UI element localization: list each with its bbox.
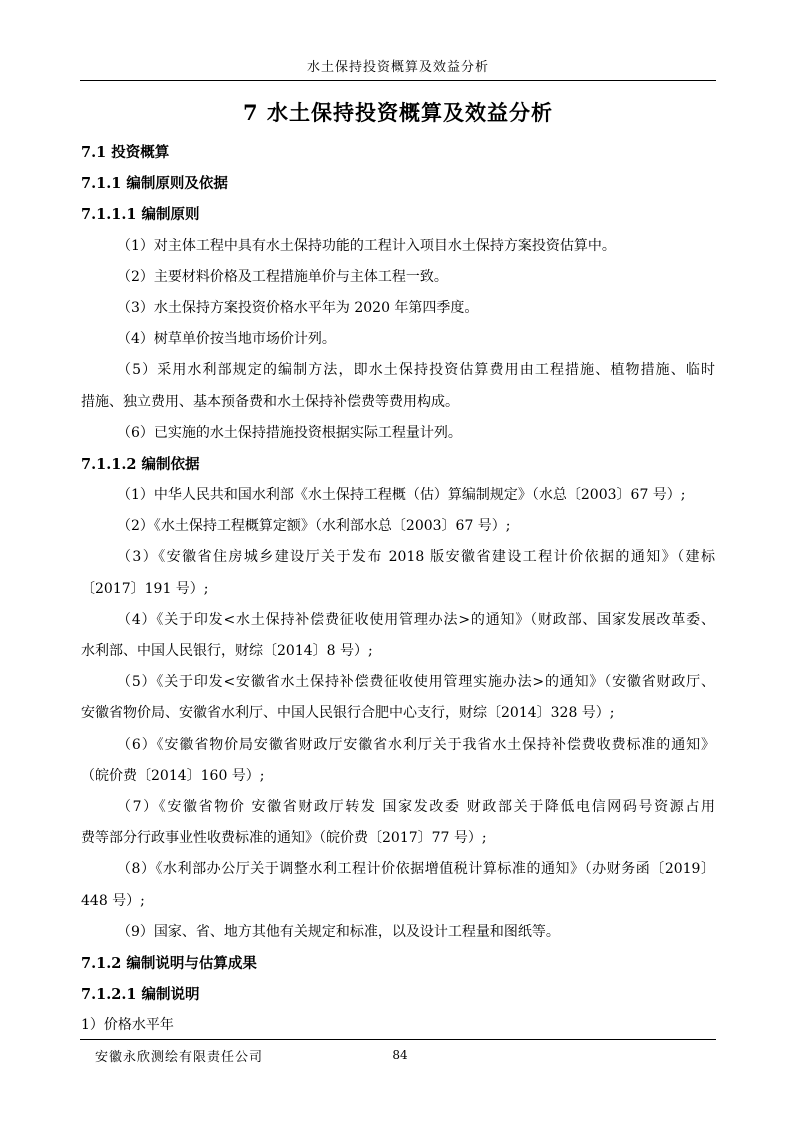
section-heading-7-1-1-1: 7.1.1.1 编制原则 <box>81 206 200 224</box>
principle-item-5-line-1: （5）采用水利部规定的编制方法，即水土保持投资估算费用由工程措施、植物措施、临时 <box>117 362 715 379</box>
section-heading-7-1: 7.1 投资概算 <box>81 144 170 161</box>
principle-item-2: （2）主要材料价格及工程措施单价与主体工程一致。 <box>117 268 448 285</box>
page-number: 84 <box>392 1048 408 1062</box>
basis-item-7-line-1: （7）《安徽省物价 安徽省财政厅转发 国家发改委 财政部关于降低电信网码号资源占用 <box>117 798 715 815</box>
section-heading-7-1-1-2: 7.1.1.2 编制依据 <box>81 455 200 473</box>
basis-item-4-line-2: 水利部、中国人民银行，财综〔2014〕8 号）; <box>81 643 373 659</box>
basis-item-4-line-1: （4）《关于印发<水土保持补偿费征收使用管理办法>的通知》（财政部、国家发展改革委、 <box>117 611 715 628</box>
document-body <box>81 137 715 1041</box>
principle-item-6: （6）已实施的水土保持措施投资根据实际工程量计列。 <box>117 424 462 441</box>
principle-item-5-line-2: 措施、独立费用、基本预备费和水土保持补偿费等费用构成。 <box>81 393 459 410</box>
principle-item-4: （4）树草单价按当地市场价计列。 <box>117 331 336 348</box>
header-rule <box>80 80 716 81</box>
basis-item-1: （1）中华人民共和国水利部《水土保持工程概（估）算编制规定》（水总〔2003〕67 号）; <box>117 487 686 504</box>
basis-item-9: （9）国家、省、地方其他有关规定和标准，以及设计工程量和图纸等。 <box>117 923 560 940</box>
section-heading-7-1-1: 7.1.1 编制原则及依据 <box>81 175 228 193</box>
basis-item-2: （2）《水土保持工程概算定额》（水利部水总〔2003〕67 号）; <box>117 518 511 535</box>
principle-item-3: （3）水土保持方案投资价格水平年为 2020 年第四季度。 <box>117 299 479 316</box>
basis-item-5-line-2: 安徽省物价局、安徽省水利厅、中国人民银行合肥中心支行，财综〔2014〕328 号）; <box>81 705 615 722</box>
basis-item-7-line-2: 费等部分行政事业性收费标准的通知》（皖价费〔2017〕77 号）; <box>81 830 487 847</box>
footer-rule <box>80 1039 716 1040</box>
chapter-title: 7 水土保持投资概算及效益分析 <box>243 100 553 125</box>
section-heading-7-1-2: 7.1.2 编制说明与估算成果 <box>81 954 257 972</box>
subsection-price-level: 1）价格水平年 <box>81 1017 174 1034</box>
basis-item-8-line-1: （8）《水利部办公厅关于调整水利工程计价依据增值税计算标准的通知》（办财务函〔2019〕 <box>117 861 715 878</box>
running-header: 水土保持投资概算及效益分析 <box>306 60 489 75</box>
basis-item-6-line-2: （皖价费〔2014〕160 号）; <box>81 767 265 784</box>
section-heading-7-1-2-1: 7.1.2.1 编制说明 <box>81 986 200 1004</box>
basis-item-3-line-2: 〔2017〕191 号）; <box>81 580 209 597</box>
basis-item-8-line-2: 448 号）; <box>81 892 145 909</box>
basis-item-3-line-1: （3）《安徽省住房城乡建设厅关于发布 2018 版安徽省建设工程计价依据的通知》（建标 <box>117 549 715 566</box>
basis-item-5-line-1: （5）《关于印发<安徽省水土保持补偿费征收使用管理实施办法>的通知》（安徽省财政厅、 <box>117 674 715 691</box>
footer-company: 安徽永欣测绘有限责任公司 <box>95 1050 264 1065</box>
basis-item-6-line-1: （6）《安徽省物价局安徽省财政厅安徽省水利厅关于我省水土保持补偿费收费标准的通知》 <box>117 736 715 753</box>
principle-item-1: （1）对主体工程中具有水土保持功能的工程计入项目水土保持方案投资估算中。 <box>117 237 616 254</box>
